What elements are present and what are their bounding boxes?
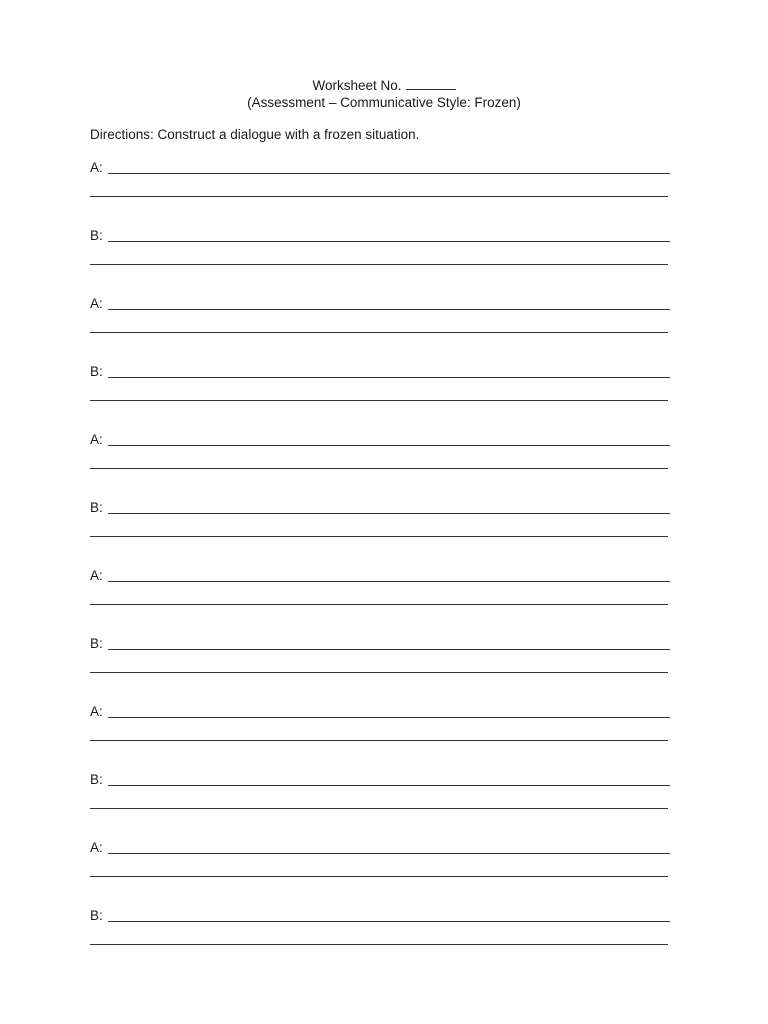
speaker-label: A: bbox=[90, 704, 103, 719]
dialogue-entry bbox=[90, 907, 670, 947]
dialogue-entry bbox=[90, 499, 670, 539]
speaker-label: A: bbox=[90, 840, 103, 855]
speaker-label: B: bbox=[90, 636, 103, 651]
answer-line[interactable] bbox=[108, 309, 670, 310]
answer-line-continuation[interactable] bbox=[90, 944, 668, 945]
speaker-label: B: bbox=[90, 908, 103, 923]
answer-line-continuation[interactable] bbox=[90, 536, 668, 537]
answer-line[interactable] bbox=[108, 513, 670, 514]
answer-line[interactable] bbox=[108, 853, 670, 854]
worksheet-number-blank[interactable] bbox=[406, 78, 456, 90]
answer-line-continuation[interactable] bbox=[90, 740, 668, 741]
speaker-label: A: bbox=[90, 296, 103, 311]
answer-line[interactable] bbox=[108, 173, 670, 174]
speaker-label: B: bbox=[90, 772, 103, 787]
worksheet-title: Worksheet No. bbox=[312, 78, 402, 93]
answer-line-continuation[interactable] bbox=[90, 876, 668, 877]
answer-line[interactable] bbox=[108, 581, 670, 582]
worksheet-title-line bbox=[0, 77, 768, 94]
dialogue-entry bbox=[90, 771, 670, 811]
answer-line-continuation[interactable] bbox=[90, 672, 668, 673]
answer-line-continuation[interactable] bbox=[90, 196, 668, 197]
speaker-label: B: bbox=[90, 364, 103, 379]
answer-line-continuation[interactable] bbox=[90, 808, 668, 809]
answer-line-continuation[interactable] bbox=[90, 332, 668, 333]
answer-line[interactable] bbox=[108, 445, 670, 446]
worksheet-header bbox=[0, 77, 768, 111]
answer-line[interactable] bbox=[108, 921, 670, 922]
speaker-label: A: bbox=[90, 568, 103, 583]
speaker-label: B: bbox=[90, 500, 103, 515]
speaker-label: A: bbox=[90, 432, 103, 447]
dialogue-entry bbox=[90, 635, 670, 675]
answer-line[interactable] bbox=[108, 785, 670, 786]
answer-line-continuation[interactable] bbox=[90, 604, 668, 605]
answer-line-continuation[interactable] bbox=[90, 264, 668, 265]
dialogue-entry bbox=[90, 703, 670, 743]
dialogue-entry bbox=[90, 295, 670, 335]
answer-line[interactable] bbox=[108, 377, 670, 378]
directions-text: Directions: Construct a dialogue with a frozen situation. bbox=[90, 127, 420, 142]
dialogue-entry bbox=[90, 363, 670, 403]
answer-line-continuation[interactable] bbox=[90, 400, 668, 401]
answer-line[interactable] bbox=[108, 649, 670, 650]
dialogue-entry bbox=[90, 431, 670, 471]
speaker-label: A: bbox=[90, 160, 103, 175]
dialogue-entry bbox=[90, 159, 670, 199]
dialogue-entry bbox=[90, 839, 670, 879]
speaker-label: B: bbox=[90, 228, 103, 243]
dialogue-entry bbox=[90, 567, 670, 607]
answer-line[interactable] bbox=[108, 241, 670, 242]
answer-line-continuation[interactable] bbox=[90, 468, 668, 469]
answer-line[interactable] bbox=[108, 717, 670, 718]
worksheet-subtitle: (Assessment – Communicative Style: Frozen) bbox=[247, 95, 521, 110]
dialogue-entry bbox=[90, 227, 670, 267]
